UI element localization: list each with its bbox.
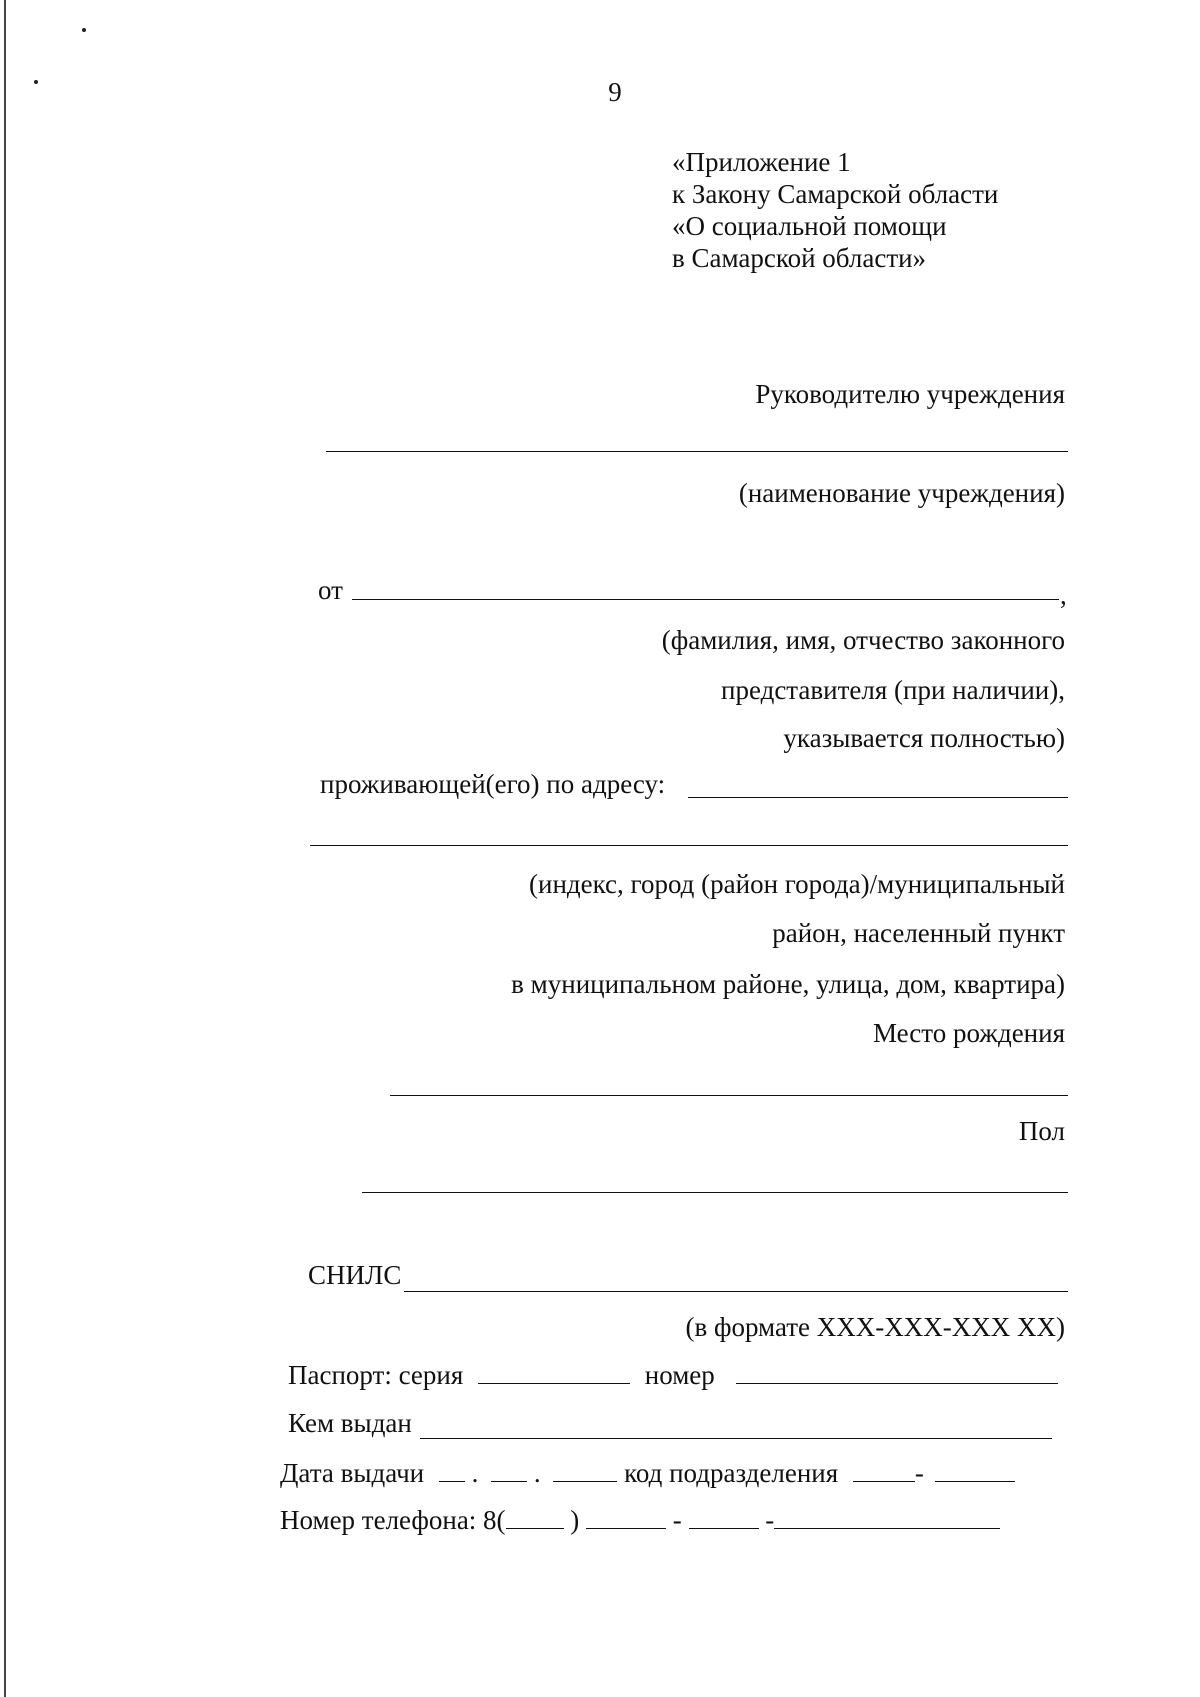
division-code-label: код подразделения [624, 1458, 839, 1488]
passport-series-field[interactable] [478, 1361, 630, 1384]
fio-caption-line: указывается полностью) [783, 723, 1065, 753]
address-caption-line: район, населенный пункт [772, 918, 1065, 948]
institution-caption: (наименование учреждения) [738, 478, 1065, 508]
appendix-line: «Приложение 1 [672, 147, 851, 177]
snils-label: СНИЛС [308, 1260, 402, 1290]
fio-caption-line: (фамилия, имя, отчество законного [661, 625, 1065, 655]
phone-paren: ) [570, 1505, 580, 1535]
appendix-line: в Самарской области» [672, 243, 927, 273]
from-comma: , [1060, 580, 1067, 610]
passport-number-label: номер [644, 1360, 715, 1390]
date-separator: . [471, 1458, 479, 1488]
issued-by-field[interactable] [420, 1438, 1052, 1439]
birthplace-field[interactable] [390, 1095, 1068, 1096]
phone-dash: - [672, 1505, 682, 1535]
division-code-part2-field[interactable] [935, 1459, 1015, 1482]
issue-month-field[interactable] [491, 1459, 527, 1482]
address-caption-line: в муниципальном районе, улица, дом, квартира) [511, 969, 1065, 999]
issue-date-row [280, 1457, 1015, 1489]
phone-part2-field[interactable] [689, 1506, 759, 1529]
from-label: от [318, 575, 343, 605]
phone-code-field[interactable] [506, 1506, 564, 1529]
institution-name-field[interactable] [326, 451, 1068, 452]
page-number: 9 [608, 77, 622, 107]
address-field-line-2[interactable] [310, 845, 1068, 846]
passport-series-label: Паспорт: серия [288, 1360, 464, 1390]
issue-day-field[interactable] [439, 1459, 465, 1482]
snils-caption: (в формате ХХХ-ХХХ-ХХХ ХХ) [685, 1312, 1065, 1342]
date-separator: . [533, 1458, 541, 1488]
phone-part1-field[interactable] [586, 1506, 666, 1529]
address-field-line-1[interactable] [688, 797, 1068, 798]
passport-row [288, 1359, 1058, 1391]
appendix-line: к Закону Самарской области [672, 179, 999, 209]
gender-label: Пол [1018, 1116, 1065, 1146]
residence-label: проживающей(его) по адресу: [320, 769, 666, 799]
addressee-label: Руководителю учреждения [755, 379, 1065, 409]
birthplace-label: Место рождения [872, 1018, 1065, 1048]
phone-row [280, 1504, 1000, 1536]
passport-number-field[interactable] [736, 1361, 1058, 1384]
division-code-part1-field[interactable] [853, 1459, 915, 1482]
address-caption-line: (индекс, город (район города)/муниципальный [529, 869, 1065, 899]
division-code-dash: - [914, 1458, 924, 1488]
appendix-line: «О социальной помощи [672, 211, 947, 241]
gender-field[interactable] [362, 1192, 1068, 1193]
appendix-block [672, 146, 998, 274]
issue-year-field[interactable] [553, 1459, 617, 1482]
issue-date-label: Дата выдачи [280, 1458, 425, 1488]
snils-field[interactable] [404, 1291, 1068, 1292]
fio-caption-line: представителя (при наличии), [721, 675, 1065, 705]
phone-dash: - [765, 1505, 775, 1535]
scan-speck [82, 28, 86, 32]
scan-edge [4, 0, 6, 1697]
applicant-name-field[interactable] [352, 599, 1059, 600]
phone-part3-field[interactable] [774, 1506, 1000, 1529]
issued-by-label: Кем выдан [288, 1408, 412, 1438]
phone-label: Номер телефона: 8( [280, 1505, 506, 1535]
